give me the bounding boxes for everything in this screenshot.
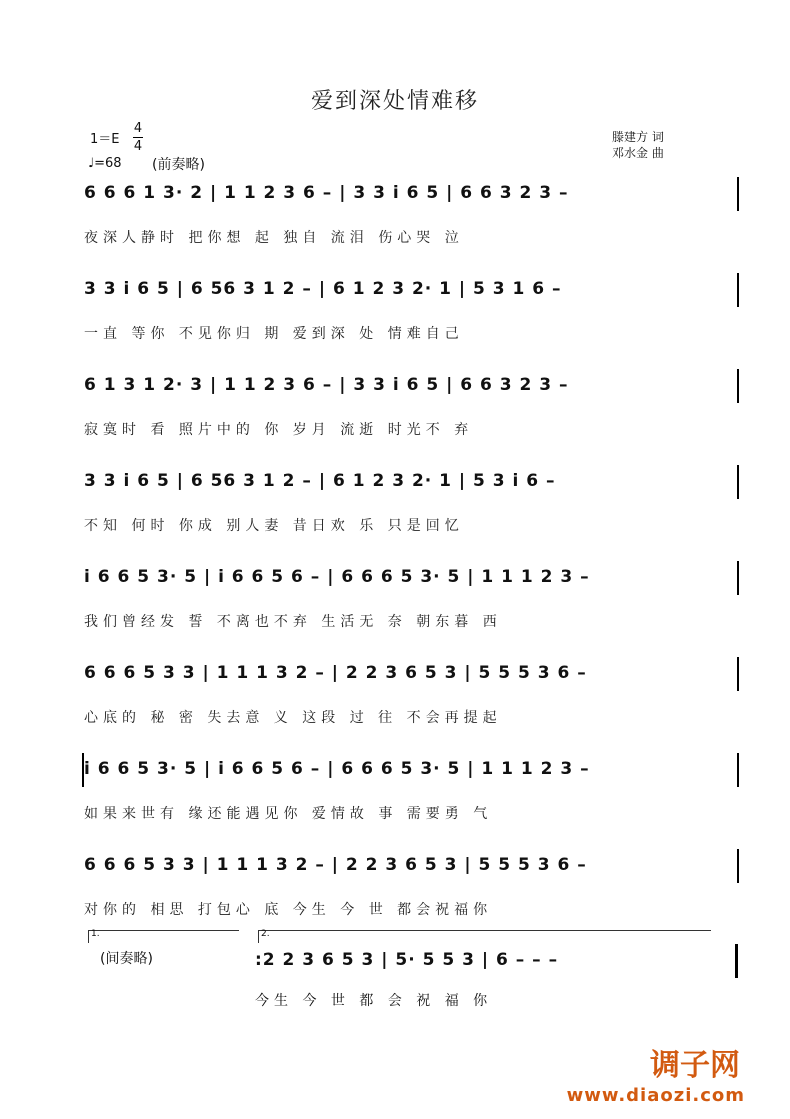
- final-barline: [735, 944, 738, 978]
- lyrics-line: 夜深人静时 把你想 起 独自 流泪 伤心哭 泣: [84, 230, 464, 246]
- time-sig-top: 4: [133, 121, 143, 136]
- site-url: www.diaozi.com: [566, 1085, 745, 1106]
- notes-line: 3 3 i 6 5 | 6 56 3 1 2 – | 6 1 2 3 2· 1 | 5 3 i 6 –: [84, 471, 556, 491]
- final-lyrics-line: 今生 今 世 都 会 祝 福 你: [255, 993, 493, 1009]
- volta-2-label: 2.: [261, 929, 270, 939]
- barline: [737, 369, 739, 403]
- barline: [737, 849, 739, 883]
- notes-line: 6 1 3 1 2· 3 | 1 1 2 3 6 – | 3 3 i 6 5 | 6 6 3 2 3 –: [84, 375, 569, 395]
- lyrics-line: 不知 何时 你成 别人妻 昔日欢 乐 只是回忆: [84, 518, 464, 534]
- notes-line: i 6 6 5 3· 5 | i 6 6 5 6 – | 6 6 6 5 3· 5 | 1 1 1 2 3 –: [84, 759, 590, 779]
- prelude-note: (前奏略): [152, 157, 205, 173]
- lyrics-line: 我们曾经发 誓 不离也不弃 生活无 奈 朝东暮 西: [84, 614, 502, 630]
- lyrics-line: 一直 等你 不见你归 期 爱到深 处 情难自己: [84, 326, 464, 342]
- lyrics-line: 心底的 秘 密 失去意 义 这段 过 往 不会再提起: [84, 710, 502, 726]
- notes-line: i 6 6 5 3· 5 | i 6 6 5 6 – | 6 6 6 5 3· 5 | 1 1 1 2 3 –: [84, 567, 590, 587]
- key-signature: 1＝E: [90, 132, 120, 147]
- time-signature: [133, 120, 143, 155]
- song-title: 爱到深处情难移: [310, 89, 479, 114]
- barline: [737, 561, 739, 595]
- time-sig-bottom: 4: [133, 139, 143, 154]
- tempo-mark: ♩=68: [88, 156, 122, 171]
- lyricist-credit: 滕建方 词: [612, 130, 664, 144]
- time-sig-bar: [133, 137, 143, 138]
- barline: [737, 177, 739, 211]
- volta-1-label: 1.: [91, 929, 100, 939]
- notes-line: 6 6 6 5 3 3 | 1 1 1 3 2 – | 2 2 3 6 5 3 | 5 5 5 3 6 –: [84, 663, 587, 683]
- volta-2-bracket: [258, 930, 711, 943]
- site-watermark: 调子网: [650, 1048, 740, 1083]
- lyrics-line: 对你的 相思 打包心 底 今生 今 世 都会祝福你: [84, 902, 493, 918]
- notes-line: 6 6 6 1 3· 2 | 1 1 2 3 6 – | 3 3 i 6 5 | 6 6 3 2 3 –: [84, 183, 569, 203]
- notes-line: 6 6 6 5 3 3 | 1 1 1 3 2 – | 2 2 3 6 5 3 | 5 5 5 3 6 –: [84, 855, 587, 875]
- barline: [737, 753, 739, 787]
- barline: [737, 657, 739, 691]
- volta-1-bracket: [88, 930, 239, 943]
- notes-line: 3 3 i 6 5 | 6 56 3 1 2 – | 6 1 2 3 2· 1 | 5 3 1 6 –: [84, 279, 562, 299]
- final-notes-line: :2 2 3 6 5 3 | 5· 5 5 3 | 6 – – –: [255, 950, 559, 970]
- barline: [737, 465, 739, 499]
- composer-credit: 邓水金 曲: [612, 146, 664, 160]
- lyrics-line: 寂寞时 看 照片中的 你 岁月 流逝 时光不 弃: [84, 422, 474, 438]
- interlude-note: (间奏略): [100, 951, 153, 967]
- barline: [737, 273, 739, 307]
- lyrics-line: 如果来世有 缘还能遇见你 爱情故 事 需要勇 气: [84, 806, 493, 822]
